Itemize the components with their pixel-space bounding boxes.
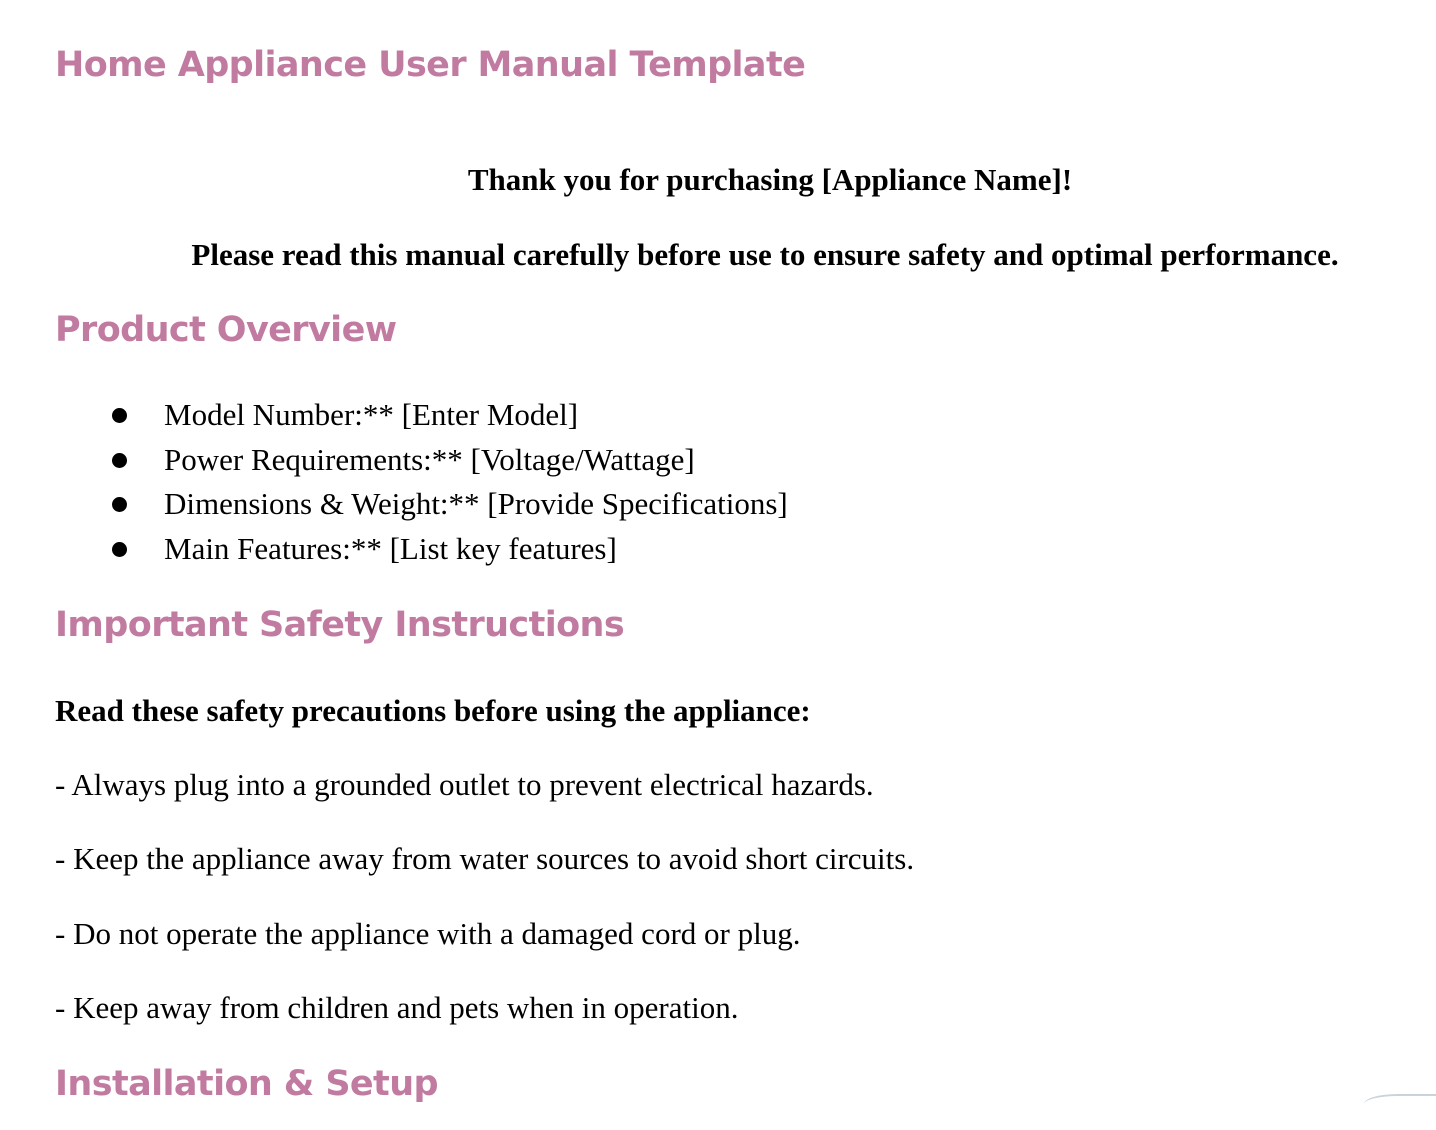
bullet-icon (112, 497, 127, 512)
bullet-icon (112, 453, 127, 468)
safety-item-water-sources: - Keep the appliance away from water sources to avoid short circuits. (55, 841, 915, 876)
safety-item-grounded-outlet: - Always plug into a grounded outlet to prevent electrical hazards. (55, 767, 874, 802)
overview-item-text: Dimensions & Weight:** [Provide Specifications] (164, 486, 788, 521)
page-corner-edge (1364, 1094, 1436, 1108)
overview-item-text: Main Features:** [List key features] (164, 530, 617, 566)
safety-intro: Read these safety precautions before using the appliance: (55, 693, 811, 728)
bullet-icon (112, 408, 127, 423)
safety-item-damaged-cord: - Do not operate the appliance with a damaged cord or plug. (55, 916, 801, 951)
overview-item-text: Model Number:** [Enter Model] (164, 397, 579, 432)
bullet-icon (112, 542, 127, 557)
document-title: Home Appliance User Manual Template (55, 45, 806, 85)
thank-you-line: Thank you for purchasing [Appliance Name]! (467, 162, 1073, 197)
overview-item-text: Power Requirements:** [Voltage/Wattage] (164, 441, 695, 477)
product-overview-heading: Product Overview (55, 310, 397, 350)
read-manual-line: Please read this manual carefully before use to ensure safety and optimal performance. (191, 237, 1339, 272)
installation-setup-heading: Installation & Setup (55, 1064, 438, 1104)
safety-instructions-heading: Important Safety Instructions (55, 605, 625, 645)
safety-item-children-pets: - Keep away from children and pets when in operation. (55, 990, 739, 1025)
